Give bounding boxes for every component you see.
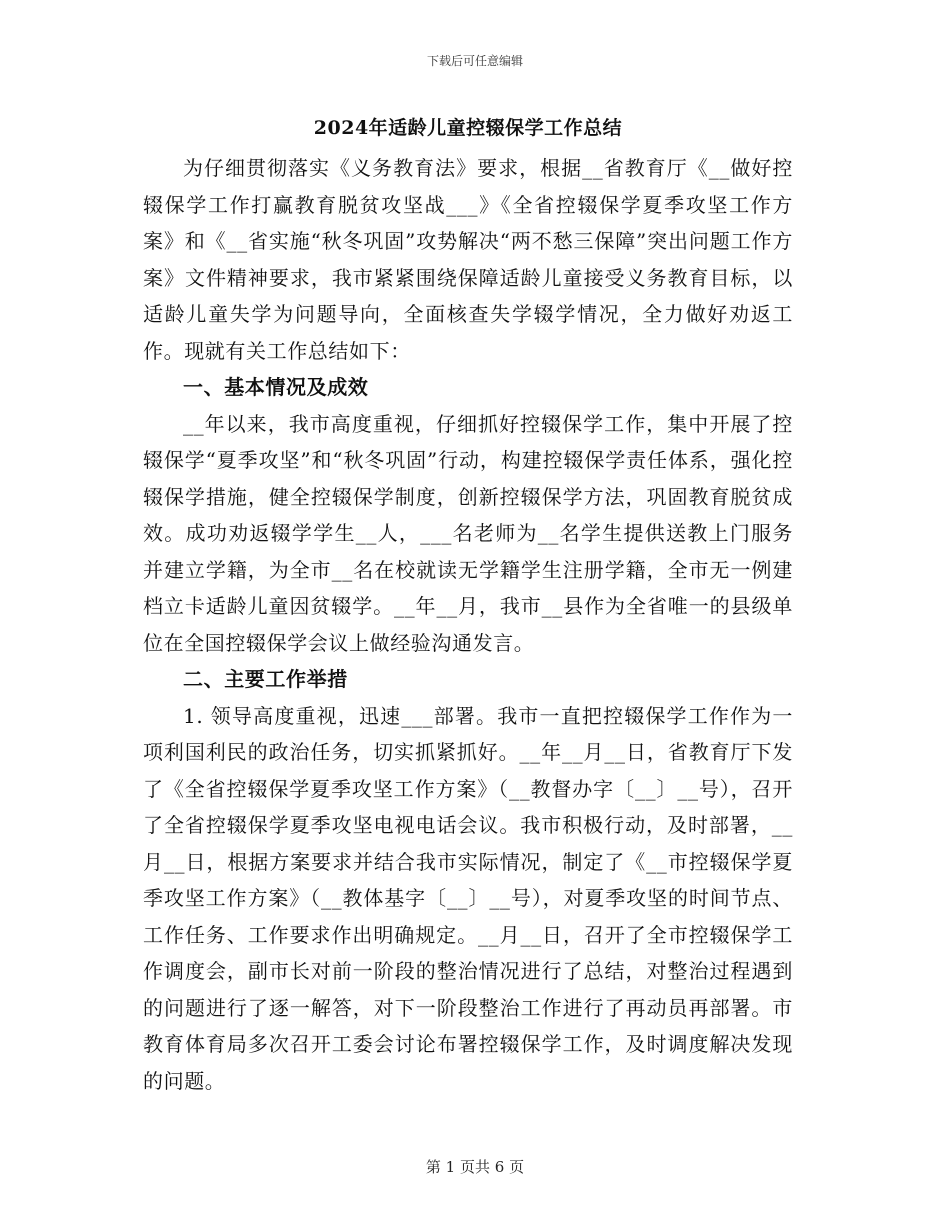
section-heading-measures: 二、主要工作举措 — [183, 667, 348, 691]
intro-paragraph: 为仔细贯彻落实《义务教育法》要求，根据__省教育厅《__做好控辍保学工作打赢教育脱贫攻坚战___》《全省控辍保学夏季攻坚工作方案》和《__省实施“秋冬巩固”攻势解决“两不愁三保障”突出问题工作方案》文件精神要求，我市紧紧围绕保障适龄儿童接受义务教育目标，以适龄儿童失学为问题导向，全面核查失学辍学情况，全力做好劝返工作。现就有关工作总结如下： — [143, 156, 793, 363]
page-header: 下载后可任意编辑 — [426, 54, 523, 68]
section-body-basic: __年以来，我市高度重视，仔细抓好控辍保学工作，集中开展了控辍保学“夏季攻坚”和“秋冬巩固”行动，构建控辍保学责任体系，强化控辍保学措施，健全控辍保学制度，创新控辍保学方法，巩固教育脱贫成效。成功劝返辍学学生__人，___名老师为__名学生提供送教上门服务并建立学籍，为全市__名在校就读无学籍学生注册学籍，全市无一例建档立卡适龄儿童因贫辍学。__年__月，我市__县作为全省唯一的县级单位在全国控辍保学会议上做经验沟通发言。 — [143, 411, 793, 655]
document-title: 2024年适龄儿童控辍保学工作总结 — [313, 117, 623, 139]
section-heading-basic: 一、基本情况及成效 — [183, 375, 369, 399]
page-footer: 第 1 页共 6 页 — [425, 1158, 525, 1176]
section-body-measures: 1. 领导高度重视，迅速___部署。我市一直把控辍保学工作作为一项利国利民的政治任务，切实抓紧抓好。__年__月__日，省教育厅下发了《全省控辍保学夏季攻坚工作方案》（__教督办字〔__〕__号），召开了全省控辍保学夏季攻坚电视电话会议。我市积极行动，及时部署，__月__日，根据方案要求并结合我市实际情况，制定了《__市控辍保学夏季攻坚工作方案》（__教体基字〔__〕__号），对夏季攻坚的时间节点、工作任务、工作要求作出明确规定。__月__日，召开了全市控辍保学工作调度会，副市长对前一阶段的整治情况进行了总结，对整治过程遇到的问题进行了逐一解答，对下一阶段整治工作进行了再动员再部署。市教育体育局多次召开工委会讨论布署控辍保学工作，及时调度解决发现的问题。 — [143, 703, 793, 1093]
document-body — [143, 112, 793, 1099]
